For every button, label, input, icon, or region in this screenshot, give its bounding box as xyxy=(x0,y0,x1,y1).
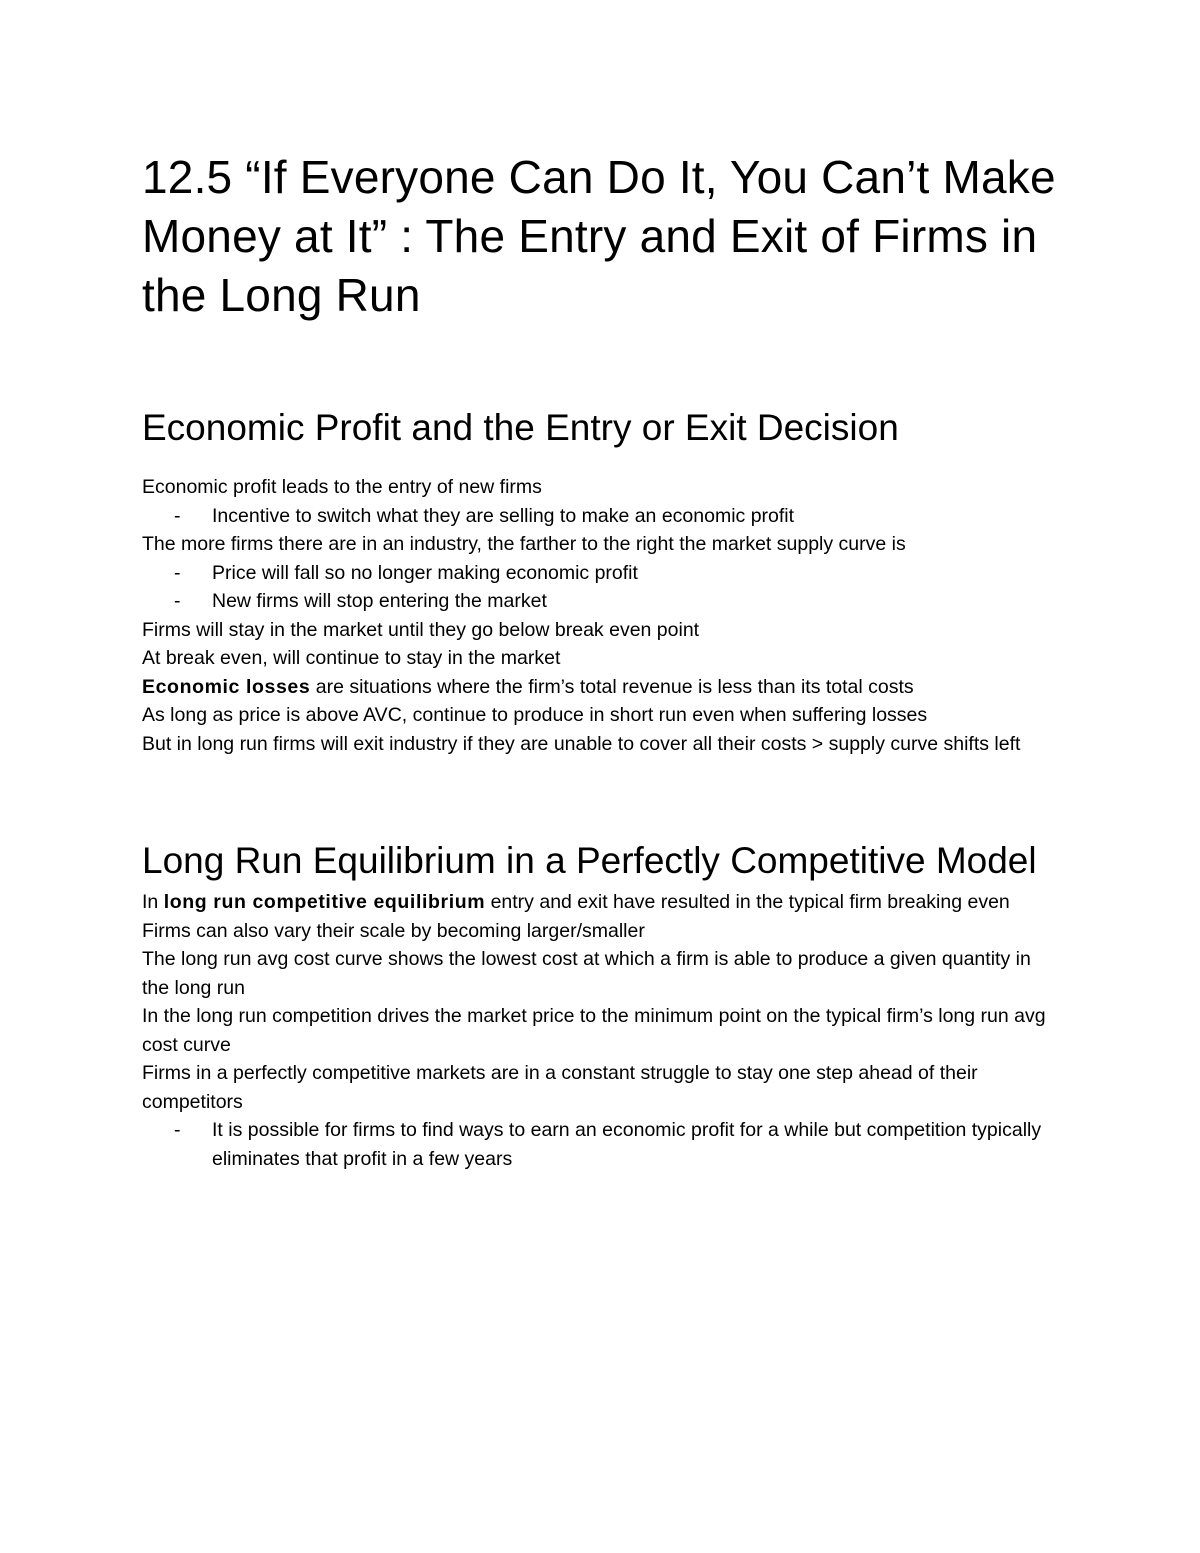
bullet-dash: - xyxy=(174,561,181,584)
line-text: Firms will stay in the market until they go below break even point xyxy=(142,618,700,641)
line-text: At break even, will continue to stay in the market xyxy=(142,647,561,669)
line-text: Incentive to switch what they are selling to make an economic profit xyxy=(212,504,795,527)
line-text: The more firms there are in an industry, the farther to the right the market supply curve is xyxy=(142,533,906,555)
paragraph-line xyxy=(142,673,1062,702)
paragraph-line xyxy=(142,945,1062,1002)
section-body-entry-exit xyxy=(142,473,1062,758)
bullet-item xyxy=(142,587,1062,616)
bullet-item xyxy=(142,559,1062,588)
paragraph-line xyxy=(142,473,1062,502)
line-text: Price will fall so no longer making economic profit xyxy=(212,561,638,584)
paragraph-line xyxy=(142,530,1062,559)
line-text: The long run avg cost curve shows the lowest cost at which a firm is able to produce a given quantity in the long run xyxy=(142,948,1031,999)
line-prefix: In xyxy=(142,891,164,913)
document-page xyxy=(142,148,1062,1173)
section-heading-long-run-equilibrium: Long Run Equilibrium in a Perfectly Competitive Model xyxy=(142,840,1037,881)
line-text: New firms will stop entering the market xyxy=(212,590,547,612)
paragraph-line xyxy=(142,917,1062,946)
line-text: Firms can also vary their scale by becoming larger/smaller xyxy=(142,919,645,942)
section-heading-entry-exit: Economic Profit and the Entry or Exit Decision xyxy=(142,407,899,448)
line-text: As long as price is above AVC, continue to produce in short run even when suffering losses xyxy=(142,704,928,726)
paragraph-line xyxy=(142,616,1062,645)
paragraph-line xyxy=(142,730,1062,759)
bullet-dash: - xyxy=(174,590,181,612)
line-text: But in long run firms will exit industry if they are unable to cover all their costs > supply curve shifts left xyxy=(142,732,1021,755)
bullet-item xyxy=(142,1116,1062,1173)
paragraph-line xyxy=(142,1059,1062,1116)
line-text: Firms in a perfectly competitive markets are in a constant struggle to stay one step ahead of their competitors xyxy=(142,1062,978,1113)
bullet-dash: - xyxy=(174,504,181,527)
line-text: Economic profit leads to the entry of new firms xyxy=(142,476,542,498)
bold-term: Economic losses xyxy=(142,675,311,698)
paragraph-line xyxy=(142,701,1062,730)
line-text: It is possible for firms to find ways to earn an economic profit for a while but competition typically eliminates that profit in a few years xyxy=(212,1119,1042,1170)
paragraph-line xyxy=(142,644,1062,673)
bullet-item xyxy=(142,502,1062,531)
paragraph-line xyxy=(142,1002,1062,1059)
line-text: In the long run competition drives the market price to the minimum point on the typical firm’s long run avg cost curve xyxy=(142,1005,1046,1056)
bullet-dash: - xyxy=(174,1119,181,1141)
paragraph-line xyxy=(142,888,1062,917)
page-title: 12.5 “If Everyone Can Do It, You Can’t Make Money at It” : The Entry and Exit of Firms in the Long Run xyxy=(142,151,1056,321)
section-body-long-run-equilibrium xyxy=(142,888,1062,1173)
line-text: are situations where the firm’s total revenue is less than its total costs xyxy=(310,675,914,698)
bold-term: long run competitive equilibrium xyxy=(163,891,486,913)
line-text: entry and exit have resulted in the typical firm breaking even xyxy=(485,891,1010,913)
